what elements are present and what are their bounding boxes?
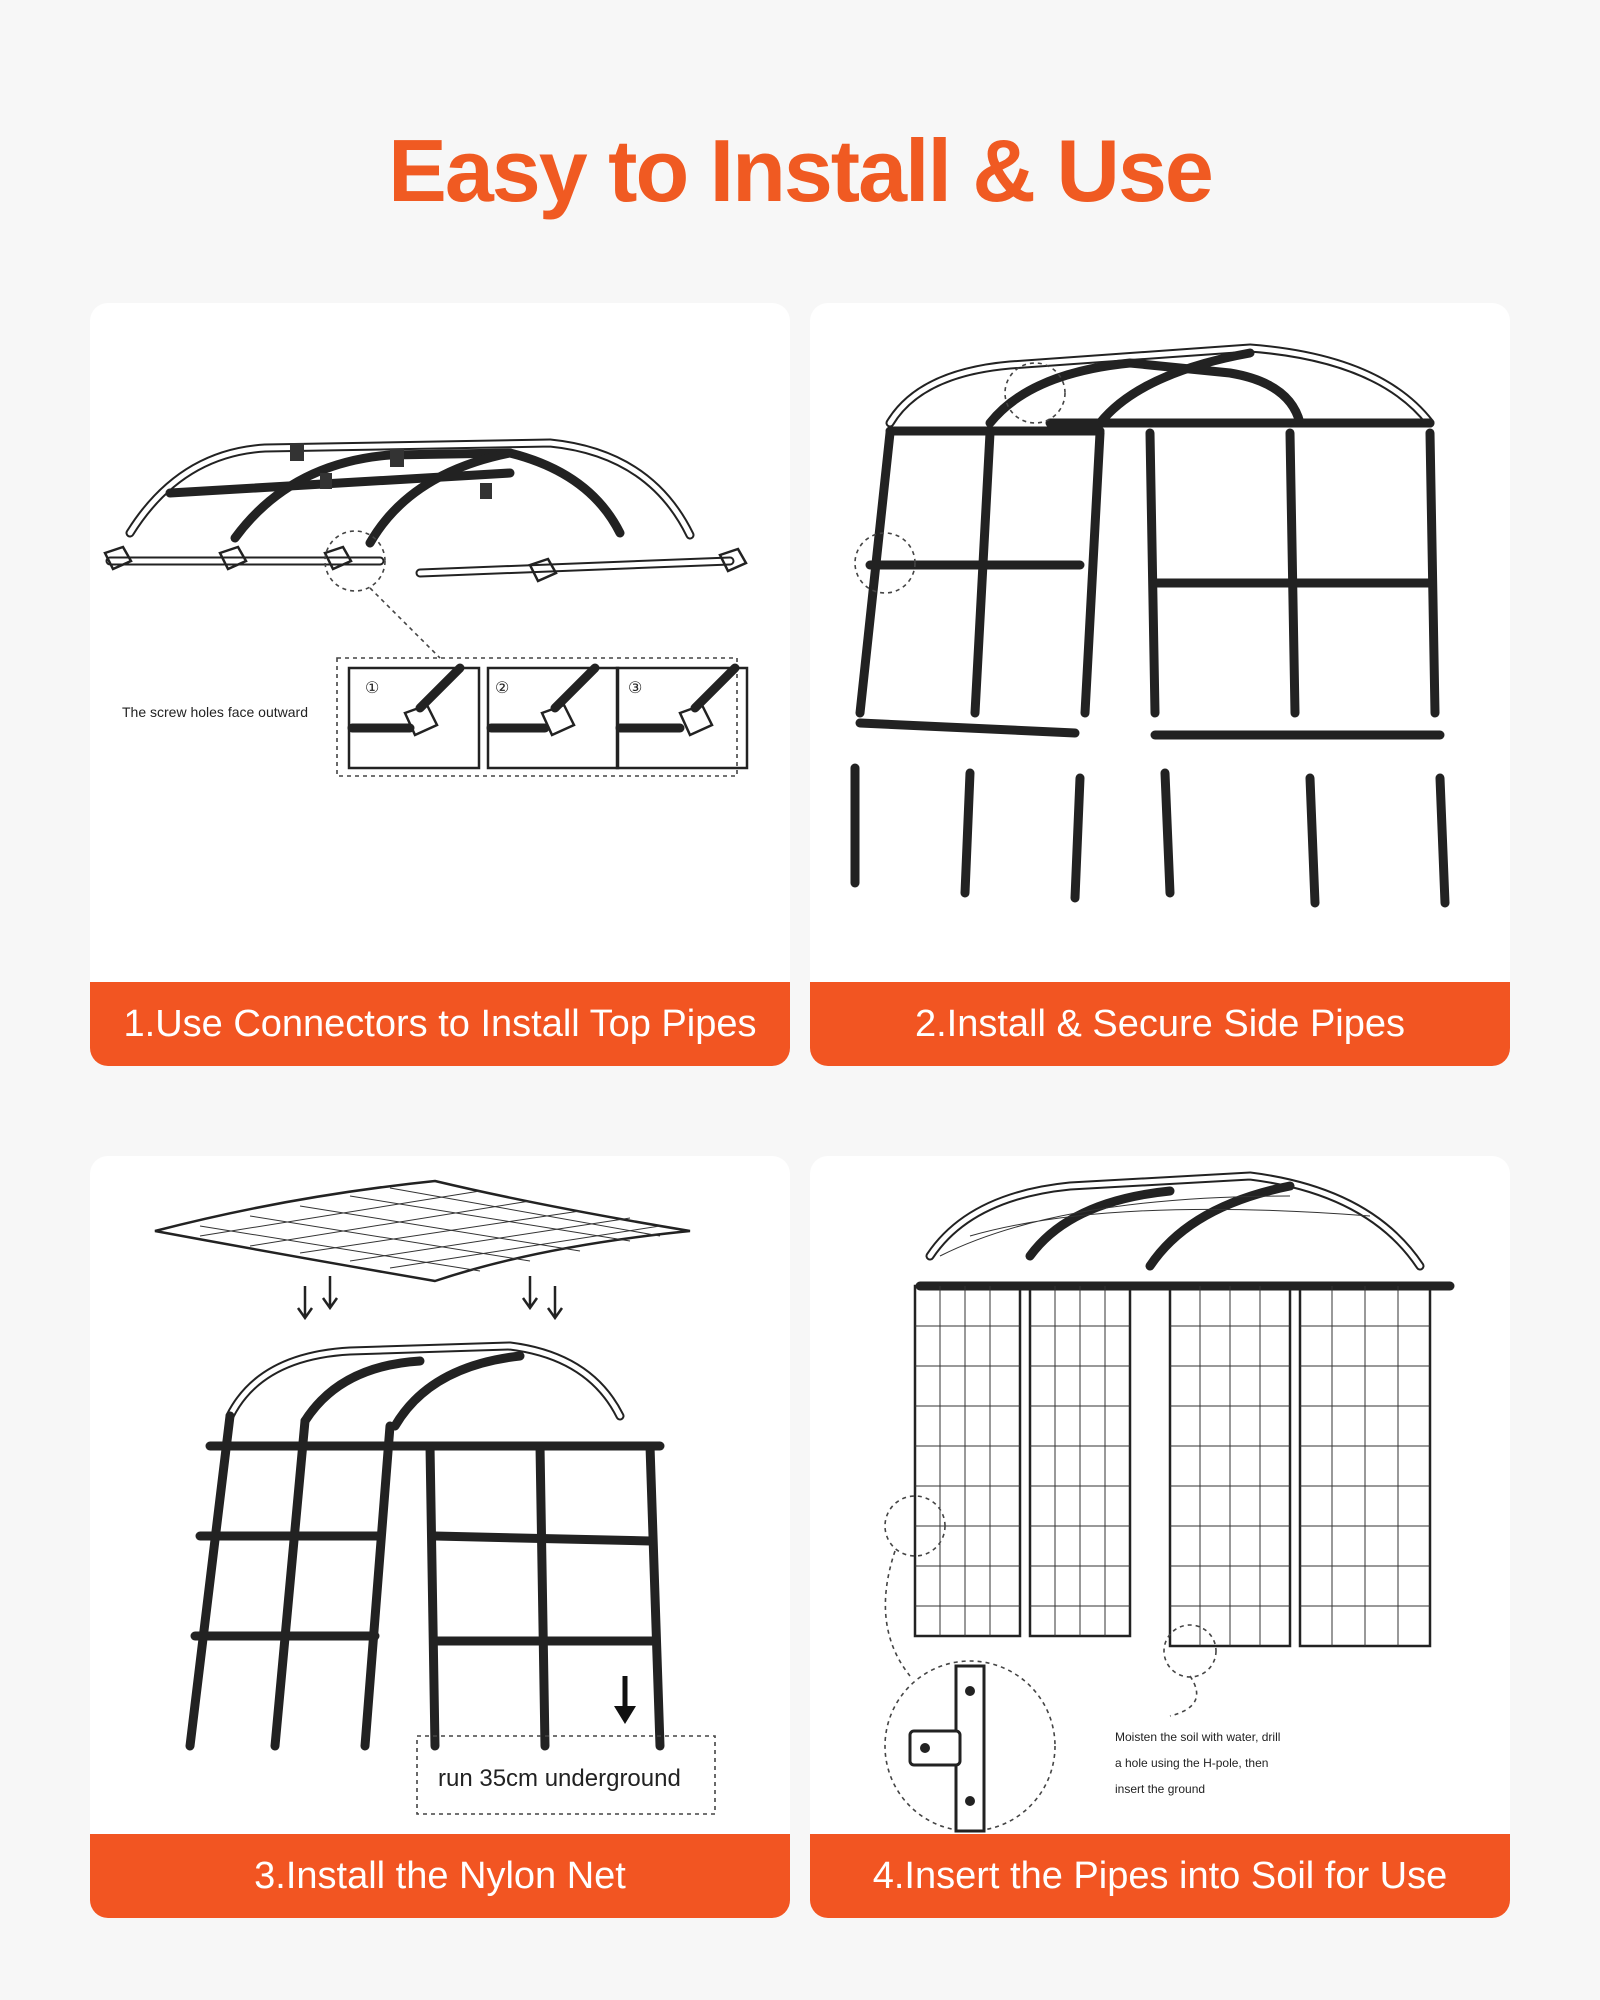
step-card-2 (810, 303, 1510, 1066)
step-card-1 (90, 303, 790, 1066)
step-card-3 (90, 1156, 790, 1918)
nylon-net-illustration (90, 1156, 790, 1834)
step-1-caption: 1.Use Connectors to Install Top Pipes (90, 982, 790, 1066)
top-pipes-illustration (90, 303, 790, 982)
step-card-4 (810, 1156, 1510, 1918)
underground-note: run 35cm underground (438, 1765, 681, 1792)
side-pipes-illustration (810, 303, 1510, 982)
step-3-caption: 3.Install the Nylon Net (90, 1834, 790, 1918)
screw-holes-note: The screw holes face outward (122, 704, 308, 720)
substep-2-marker: ② (495, 680, 510, 697)
soil-note-line-2: a hole using the H-pole, then (1115, 1756, 1269, 1770)
soil-note-line-3: insert the ground (1115, 1782, 1206, 1796)
soil-note-line-1: Moisten the soil with water, drill (1115, 1730, 1281, 1744)
page-title: Easy to Install & Use (388, 121, 1212, 220)
step-4-caption: 4.Insert the Pipes into Soil for Use (810, 1834, 1510, 1918)
substep-1-marker: ① (365, 680, 380, 697)
substep-3-marker: ③ (628, 680, 643, 697)
insert-soil-illustration (810, 1156, 1510, 1834)
step-2-caption: 2.Install & Secure Side Pipes (810, 982, 1510, 1066)
